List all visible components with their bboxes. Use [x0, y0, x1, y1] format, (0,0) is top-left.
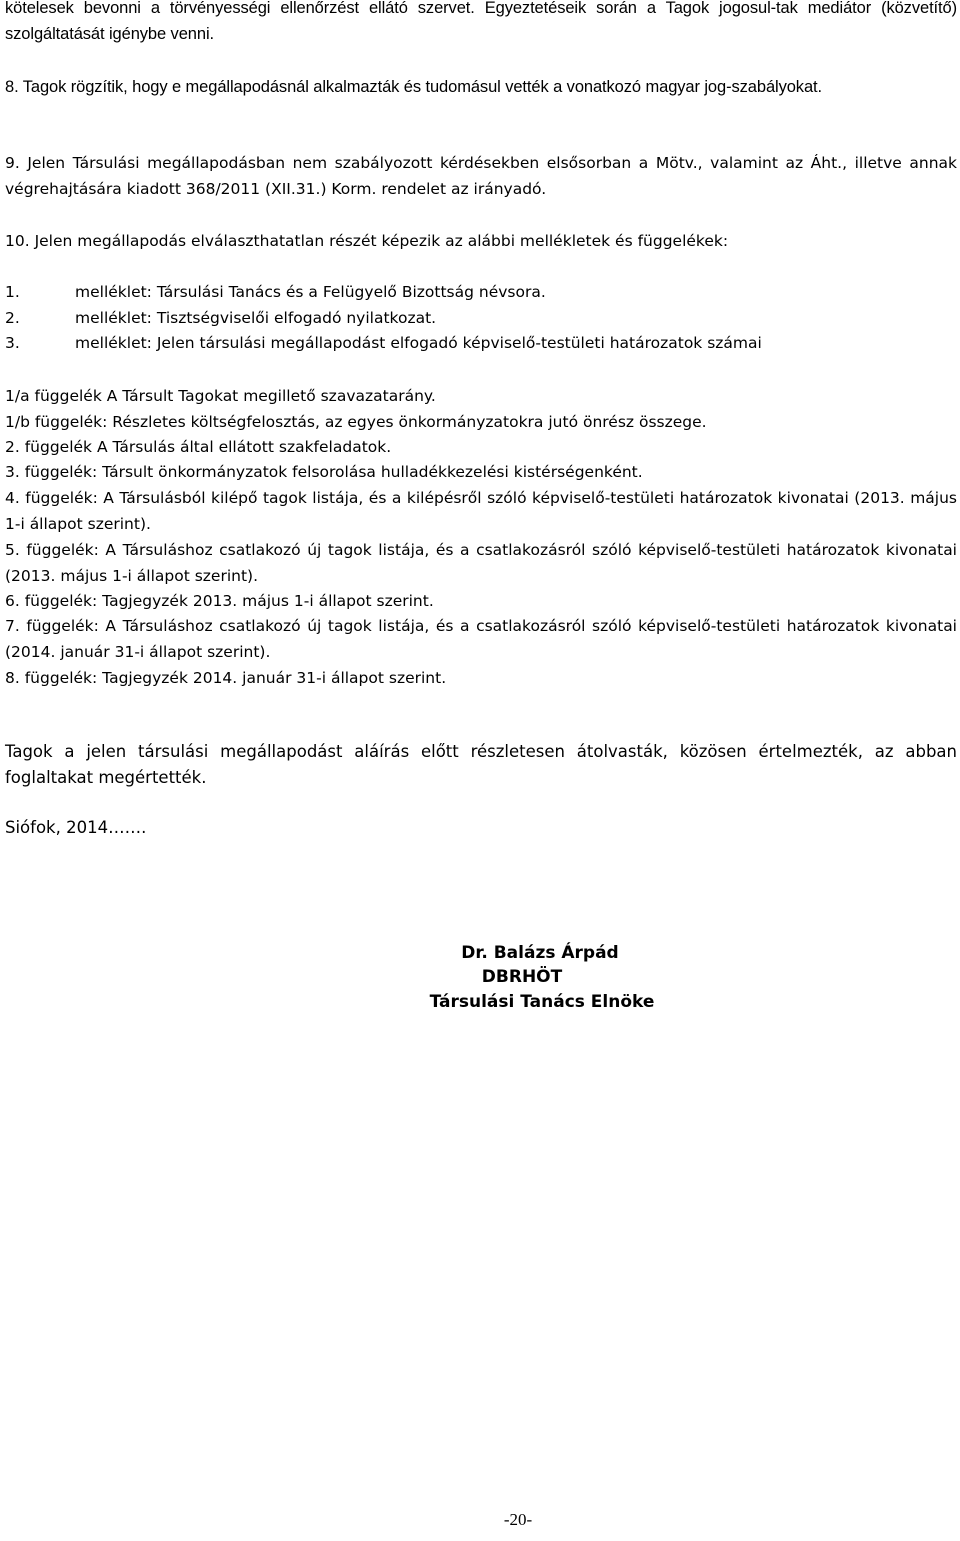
- appendix-7: 7. függelék: A Társuláshoz csatlakozó új tagok listája, és a csatlakozásról szóló képviselő-testületi határozatok kivonatai (2014. január 31-i állapot szerint).: [5, 617, 957, 661]
- signatory-org: DBRHÖT: [481, 967, 563, 987]
- annex-item: [5, 330, 905, 356]
- signatory-name: Dr. Balázs Árpád: [461, 943, 619, 963]
- appendix-2: 2. függelék A Társulás által ellátott szakfeladatok.: [5, 438, 392, 456]
- appendix-1a: 1/a függelék A Társult Tagokat megillető szavazatarány.: [5, 387, 436, 405]
- annex-text: melléklet: Jelen társulási megállapodást elfogadó képviselő-testületi határozatok számai: [75, 334, 762, 352]
- paragraph-continued: kötelesek bevonni a törvényességi ellenőrzést ellátó szervet. Egyeztetéseik során a Tagok jogosul-tak mediátor (közvetítő) szolgáltatását igénybe venni.: [5, 0, 957, 43]
- paragraph-10: 10. Jelen megállapodás elválaszthatatlan részét képezik az alábbi mellékletek és függelékek:: [5, 232, 729, 250]
- page-number: -20-: [503, 1510, 533, 1529]
- paragraph-8: 8. Tagok rögzítik, hogy e megállapodásnál alkalmazták és tudomásul vették a vonatkozó magyar jog-szabályokat.: [5, 78, 823, 96]
- annex-text: melléklet: Tisztségviselői elfogadó nyilatkozat.: [75, 309, 437, 327]
- annex-item: [5, 279, 905, 305]
- closing-statement: Tagok a jelen társulási megállapodást aláírás előtt részletesen átolvasták, közösen értelmezték, az abban foglaltakat megértették.: [5, 742, 957, 787]
- appendix-4: 4. függelék: A Társulásból kilépő tagok listája, és a kilépésről szóló képviselő-testületi határozatok kivonatai (2013. május 1-i állapot szerint).: [5, 489, 957, 533]
- annex-number: 3.: [5, 334, 20, 352]
- appendix-3: 3. függelék: Társult önkormányzatok felsorolása hulladékkezelési kistérségenként.: [5, 463, 643, 481]
- appendix-6: 6. függelék: Tagjegyzék 2013. május 1-i állapot szerint.: [5, 592, 434, 610]
- appendix-1b: 1/b függelék: Részletes költségfelosztás, az egyes önkormányzatokra jutó önrész összege.: [5, 413, 707, 431]
- signatory-role: Társulási Tanács Elnöke: [429, 992, 655, 1012]
- annex-item: [5, 305, 905, 331]
- annex-number: 2.: [5, 309, 20, 327]
- annex-text: melléklet: Társulási Tanács és a Felügyelő Bizottság névsora.: [75, 283, 546, 301]
- annex-number: 1.: [5, 283, 20, 301]
- paragraph-9: 9. Jelen Társulási megállapodásban nem szabályozott kérdésekben elsősorban a Mötv., valamint az Áht., illetve annak végrehajtására kiadott 368/2011 (XII.31.) Korm. rendelet az irányadó.: [5, 154, 957, 198]
- appendix-8: 8. függelék: Tagjegyzék 2014. január 31-i állapot szerint.: [5, 669, 447, 687]
- appendix-5: 5. függelék: A Társuláshoz csatlakozó új tagok listája, és a csatlakozásról szóló képviselő-testületi határozatok kivonatai (2013. május 1-i állapot szerint).: [5, 541, 957, 585]
- place-date: Siófok, 2014…….: [5, 818, 147, 837]
